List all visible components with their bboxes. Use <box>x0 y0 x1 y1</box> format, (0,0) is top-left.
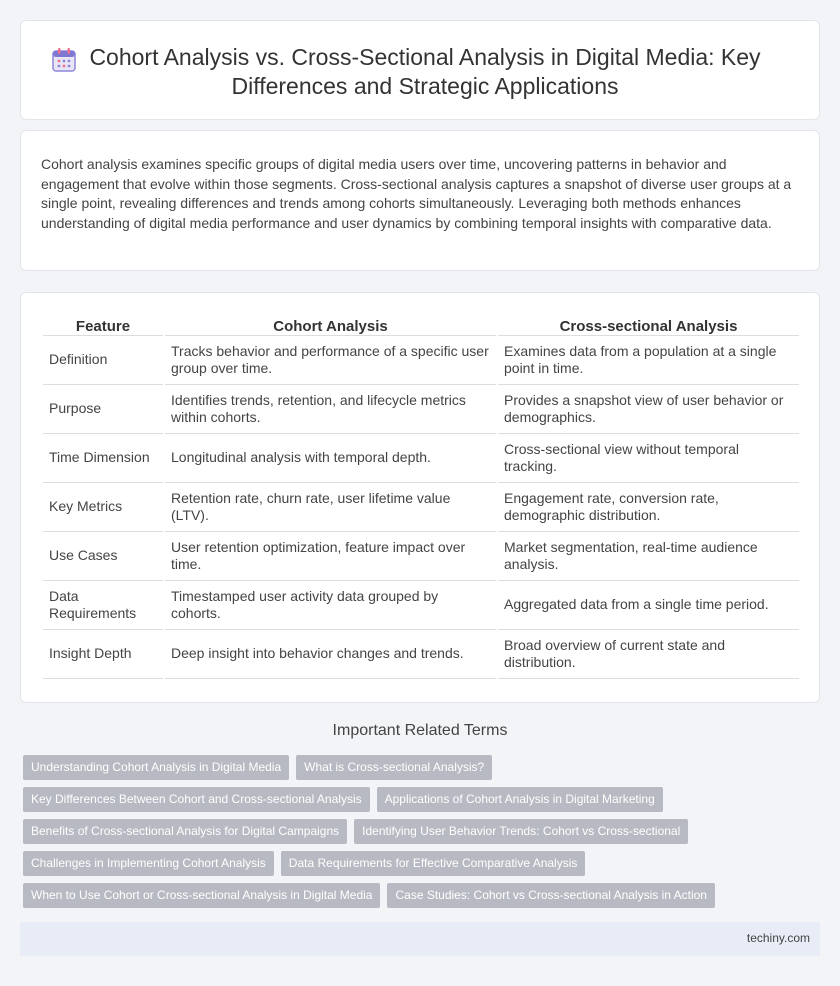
feature-cell: Insight Depth <box>43 630 163 679</box>
cross-sectional-cell: Engagement rate, conversion rate, demographic distribution. <box>498 483 799 532</box>
feature-cell: Use Cases <box>43 532 163 581</box>
header-card <box>20 20 820 120</box>
related-term-link[interactable]: Data Requirements for Effective Comparative Analysis <box>281 851 586 876</box>
cross-sectional-cell: Broad overview of current state and distribution. <box>498 630 799 679</box>
header-cohort: Cohort Analysis <box>165 313 496 336</box>
page-title: Cohort Analysis vs. Cross-Sectional Analysis in Digital Media: Key Differences and Strategic Applications <box>89 44 761 99</box>
cross-sectional-cell: Market segmentation, real-time audience analysis. <box>498 532 799 581</box>
table-row <box>43 336 799 385</box>
cohort-cell: Identifies trends, retention, and lifecycle metrics within cohorts. <box>165 385 496 434</box>
table-row <box>43 532 799 581</box>
intro-card <box>20 130 820 271</box>
cross-sectional-cell: Cross-sectional view without temporal tracking. <box>498 434 799 483</box>
cross-sectional-cell: Aggregated data from a single time period. <box>498 581 799 630</box>
cross-sectional-cell: Provides a snapshot view of user behavior or demographics. <box>498 385 799 434</box>
feature-cell: Purpose <box>43 385 163 434</box>
cohort-cell: Retention rate, churn rate, user lifetime value (LTV). <box>165 483 496 532</box>
cohort-cell: Timestamped user activity data grouped by cohorts. <box>165 581 496 630</box>
related-terms-heading: Important Related Terms <box>332 722 508 739</box>
footer <box>20 922 820 956</box>
feature-cell: Time Dimension <box>43 434 163 483</box>
related-term-link[interactable]: Challenges in Implementing Cohort Analysis <box>23 851 274 876</box>
related-term-link[interactable]: When to Use Cohort or Cross-sectional Analysis in Digital Media <box>23 883 380 908</box>
header-feature: Feature <box>43 313 163 336</box>
comparison-card <box>20 292 820 703</box>
feature-cell: Definition <box>43 336 163 385</box>
table-row <box>43 581 799 630</box>
cohort-cell: Longitudinal analysis with temporal depth. <box>165 434 496 483</box>
related-term-link[interactable]: Benefits of Cross-sectional Analysis for Digital Campaigns <box>23 819 347 844</box>
related-term-link[interactable]: What is Cross-sectional Analysis? <box>296 755 492 780</box>
related-term-link[interactable]: Case Studies: Cohort vs Cross-sectional Analysis in Action <box>387 883 714 908</box>
table-header-row <box>43 313 799 336</box>
intro-paragraph: Cohort analysis examines specific groups of digital media users over time, uncovering patterns in behavior and engagement that evolve within those segments. Cross-sectional analysis captures a snapshot of diverse user groups at a single point, revealing differences and trends among cohorts simultaneously. Leveraging both methods enhances understanding of digital media performance and user dynamics by combining temporal insights with comparative data. <box>41 156 792 231</box>
comparison-table <box>41 313 801 679</box>
table-row <box>43 483 799 532</box>
related-term-link[interactable]: Applications of Cohort Analysis in Digital Marketing <box>377 787 663 812</box>
feature-cell: Data Requirements <box>43 581 163 630</box>
header-cross-sectional: Cross-sectional Analysis <box>498 313 799 336</box>
table-row <box>43 434 799 483</box>
table-row <box>43 630 799 679</box>
cohort-cell: User retention optimization, feature impact over time. <box>165 532 496 581</box>
related-terms-list <box>23 755 823 915</box>
related-term-link[interactable]: Identifying User Behavior Trends: Cohort vs Cross-sectional <box>354 819 688 844</box>
related-term-link[interactable]: Understanding Cohort Analysis in Digital Media <box>23 755 289 780</box>
related-term-link[interactable]: Key Differences Between Cohort and Cross-sectional Analysis <box>23 787 370 812</box>
table-row <box>43 385 799 434</box>
footer-site[interactable]: techiny.com <box>746 931 810 945</box>
cohort-cell: Tracks behavior and performance of a specific user group over time. <box>165 336 496 385</box>
feature-cell: Key Metrics <box>43 483 163 532</box>
cohort-cell: Deep insight into behavior changes and trends. <box>165 630 496 679</box>
cross-sectional-cell: Examines data from a population at a single point in time. <box>498 336 799 385</box>
